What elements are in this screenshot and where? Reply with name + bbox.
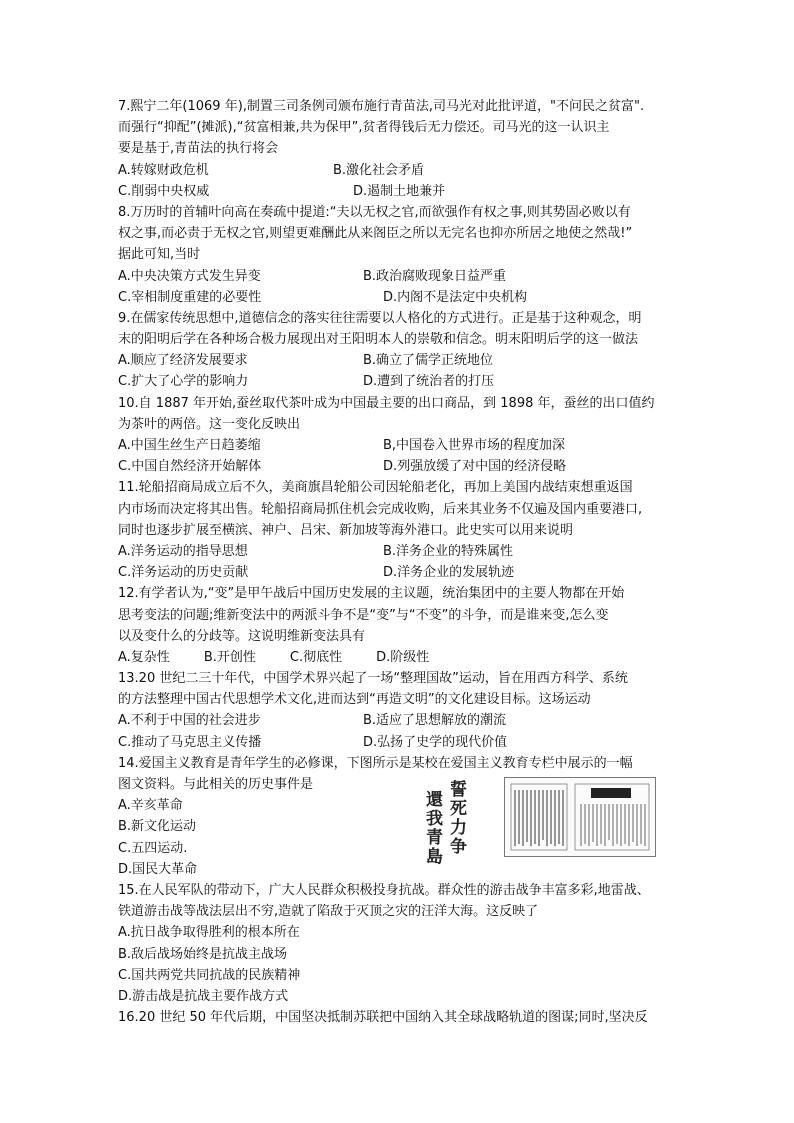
- option-b[interactable]: B.敌后战场始终是抗战主战场: [118, 946, 288, 962]
- option-c[interactable]: C.中国自然经济开始解体: [118, 459, 262, 475]
- option-c[interactable]: C.扩大了心学的影响力: [118, 374, 249, 390]
- question-8: [118, 202, 678, 308]
- calligraphy-char: 争: [450, 837, 467, 858]
- question-text-line: 11.轮船招商局成立后不久，美商旗昌轮船公司因轮船老化，再加上美国内战结束想重返国: [118, 480, 633, 496]
- question-text-line: 8.万历时的首辅叶向高在奏疏中提道:“夫以无权之官,而欲强作有权之事,则其势固必败以有: [118, 204, 631, 220]
- question-text-line: 同时也逐步扩展至横滨、神户、吕宋、新加坡等海外港口。此史实可以用来说明: [118, 522, 574, 538]
- option-a[interactable]: A.中国生丝生产日趋萎缩: [118, 438, 261, 453]
- question-text-line: 以及变什么的分歧等。这说明维新变法具有: [118, 628, 366, 644]
- question-14: [118, 753, 678, 880]
- calligraphy-char: 青: [426, 828, 443, 849]
- option-d[interactable]: D.弘扬了史学的现代价值: [363, 734, 508, 750]
- question-9: [118, 308, 678, 393]
- historical-figure-image: [400, 773, 662, 869]
- option-a[interactable]: A.转嫁财政危机: [118, 162, 209, 178]
- question-text-line: 末的阳明后学在各种场合极力展现出对王阳明本人的崇敬和信念。明末阳明后学的这一做法: [118, 332, 639, 348]
- option-c[interactable]: C.削弱中央权威: [118, 183, 210, 199]
- option-d[interactable]: D.内阁不是法定中央机构: [383, 289, 528, 305]
- calligraphy-slogan: [402, 780, 494, 868]
- option-a[interactable]: A.洋务运动的指导思想: [118, 543, 248, 559]
- question-text-line: 内市场而决定将其出售。轮船招商局抓住机会完成收购，后来其业务不仅遍及国内重要港口,: [118, 501, 643, 517]
- question-text-line: 13.20 世纪二三十年代，中国学术界兴起了一场“整理国故”运动，旨在用西方科学、系统: [118, 671, 628, 687]
- question-12: [118, 583, 678, 668]
- option-c[interactable]: C.洋务运动的历史贡献: [118, 565, 249, 581]
- question-text-line: 7.熙宁二年(1069 年),制置三司条例司颁布施行青苗法,司马光对此批评道，"不问民之贫富".: [118, 99, 645, 114]
- option-d[interactable]: D.遭到了统治者的打压: [363, 374, 495, 390]
- option-c[interactable]: C.彻底性: [289, 649, 343, 665]
- question-text-line: 的方法整理中国古代思想学术文化,进而达到“再造文明”的文化建设目标。这场运动: [118, 692, 591, 708]
- newspaper-clipping-image: [504, 777, 656, 857]
- option-c[interactable]: C.推动了马克思主义传播: [118, 734, 262, 750]
- question-text-line: 15.在人民军队的带动下，广大人民群众积极投身抗战。群众性的游击战争丰富多彩,地雷战、: [118, 882, 650, 898]
- option-b[interactable]: B.政治腐败现象日益严重: [363, 268, 507, 284]
- question-text-line: 9.在儒家传统思想中,道德信念的落实往往需要以人格化的方式进行。正是基于这种观念，明: [118, 310, 642, 326]
- option-b[interactable]: B.确立了儒学正统地位: [363, 353, 494, 369]
- option-d[interactable]: D.阶级性: [376, 649, 430, 665]
- question-13: [118, 668, 678, 753]
- option-d[interactable]: D.遏制土地兼并: [353, 183, 446, 199]
- calligraphy-char: 力: [450, 818, 467, 839]
- calligraphy-char: 島: [426, 847, 443, 868]
- option-b[interactable]: B.适应了思想解放的潮流: [363, 713, 507, 729]
- option-b[interactable]: B.开创性: [203, 649, 256, 665]
- option-d[interactable]: D.国民大革命: [118, 861, 198, 877]
- question-text-line: 据此可知,当时: [118, 247, 201, 263]
- question-text-line: 10.自 1887 年开始,蚕丝取代茶叶成为中国最主要的出口商品，到 1898 年，蚕丝的出口值约: [118, 395, 655, 411]
- question-text-line: 要是基于,青苗法的执行将会: [118, 141, 279, 157]
- option-b[interactable]: B.洋务企业的特殊属性: [383, 543, 514, 559]
- question-text-line: 而强行“抑配”(摊派),“贫富相兼,共为保甲”,贫者得钱后无力偿还。司马光的这一认识主: [118, 120, 610, 136]
- question-10: [118, 393, 678, 478]
- option-d[interactable]: D.列强放缓了对中国的经济侵略: [383, 459, 567, 475]
- option-b[interactable]: B,中国卷入世界市场的程度加深: [383, 438, 566, 453]
- question-text-line: 权之事,而必责于无权之官,则望更难酬此从来阁臣之所以无完名也抑亦所居之地使之然哉!”: [118, 226, 633, 242]
- option-a[interactable]: A.顺应了经济发展要求: [118, 353, 248, 369]
- question-16: [118, 1007, 678, 1028]
- option-b[interactable]: B.新文化运动: [118, 819, 197, 835]
- question-text-line: 12.有学者认为,“变”是甲午战后中国历史发展的主议题，统治集团中的主要人物都在开始: [118, 586, 625, 602]
- question-text-line: 为茶叶的两倍。这一变化反映出: [118, 416, 301, 432]
- option-d[interactable]: D.游击战是抗战主要作战方式: [118, 988, 289, 1004]
- option-c[interactable]: C.宰相制度重建的必要性: [118, 289, 262, 305]
- calligraphy-char: 還: [426, 790, 443, 811]
- option-a[interactable]: A.不利于中国的社会进步: [118, 713, 261, 729]
- question-text-line: 14.爱国主义教育是青年学生的必修课，下图所示是某校在爱国主义教育专栏中展示的一幅: [118, 755, 633, 771]
- option-a[interactable]: A.辛亥革命: [118, 798, 183, 814]
- option-a[interactable]: A.复杂性: [118, 649, 170, 665]
- question-text-line: 16.20 世纪 50 年代后期，中国坚决抵制苏联把中国纳入其全球战略轨道的图谋;同时,坚决反: [118, 1010, 648, 1026]
- option-c[interactable]: C.五四运动.: [118, 840, 188, 856]
- question-text-line: 思考变法的问题;维新变法中的两派斗争不是“变”与“不变”的斗争，而是谁来变,怎么变: [118, 607, 609, 623]
- calligraphy-char: 死: [450, 799, 467, 820]
- question-text-line: 铁道游击战等战法层出不穷,造就了陷敌于灭顶之灾的汪洋大海。这反映了: [118, 904, 539, 920]
- exam-page: [118, 96, 678, 1028]
- option-a[interactable]: A.中央决策方式发生异变: [118, 268, 261, 284]
- question-text-line: 图文资料。与此相关的历史事件是: [118, 777, 314, 792]
- question-11: [118, 477, 678, 583]
- question-7: [118, 96, 678, 202]
- option-c[interactable]: C.国共两党共同抗战的民族精神: [118, 967, 301, 983]
- option-d[interactable]: D.洋务企业的发展轨迹: [383, 565, 515, 581]
- question-15: [118, 880, 678, 1007]
- calligraphy-char: 誓: [450, 780, 467, 801]
- option-a[interactable]: A.抗日战争取得胜利的根本所在: [118, 925, 300, 941]
- calligraphy-char: 我: [426, 809, 443, 830]
- option-b[interactable]: B.激化社会矛盾: [333, 162, 425, 178]
